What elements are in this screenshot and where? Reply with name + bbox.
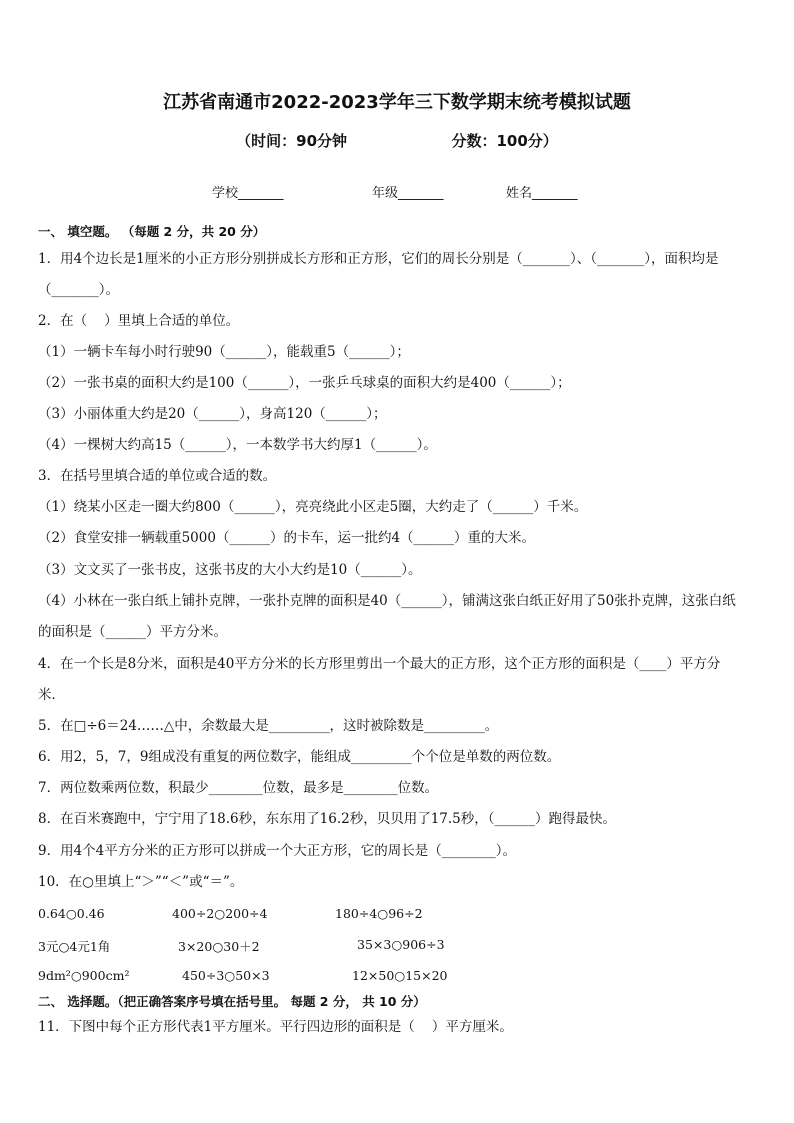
- question-2-part-2: （2）一张书桌的面积大约是100（______），一张乒乓球桌的面积大约是400（______）；: [38, 375, 571, 391]
- question-1-line-1: 1．用4个边长是1厘米的小正方形分别拼成长方形和正方形，它们的周长分别是（_______）、（_______），面积均是: [38, 251, 719, 267]
- question-2-stem: 2．在（ ）里填上合适的单位。: [38, 313, 240, 329]
- question-3-part-4-line-1: （4）小林在一张白纸上铺扑克牌，一张扑克牌的面积是40（______），铺满这张白纸正好用了50张扑克牌，这张白纸: [38, 593, 736, 609]
- question-9: 9．用4个4平方分米的正方形可以拼成一个大正方形，它的周长是（________）。: [38, 843, 517, 859]
- question-3-part-4-line-2: 的面积是（______）平方分米。: [38, 624, 227, 640]
- grade-field[interactable]: 年级_______: [372, 186, 444, 201]
- compare-item: 3元○4元1角: [38, 939, 111, 954]
- question-8: 8．在百米赛跑中，宁宁用了18.6秒，东东用了16.2秒，贝贝用了17.5秒，（______）跑得最快。: [38, 811, 617, 827]
- compare-item: 35×3○906÷3: [357, 937, 445, 952]
- question-5: 5．在□÷6＝24……△中，余数最大是_________，这时被除数是_________。: [38, 718, 499, 734]
- question-2-part-4: （4）一棵树大约高15（______），一本数学书大约厚1（______）。: [38, 437, 437, 453]
- compare-item: 12×50○15×20: [352, 968, 448, 983]
- question-4-line-2: 米．: [38, 687, 65, 703]
- school-field[interactable]: 学校_______: [212, 186, 284, 201]
- page-title: 江苏省南通市2022-2023学年三下数学期末统考模拟试题: [163, 92, 631, 113]
- question-2-part-3: （3）小丽体重大约是20（______），身高120（______）；: [38, 406, 387, 422]
- question-3-stem: 3．在括号里填合适的单位或合适的数。: [38, 468, 277, 484]
- section-heading-multiple-choice: 二、 选择题。（把正确答案序号填在括号里。 每题 2 分， 共 10 分）: [38, 994, 426, 1009]
- name-field[interactable]: 姓名_______: [506, 186, 578, 201]
- question-11: 11．下图中每个正方形代表1平方厘米。平行四边形的面积是（ ）平方厘米。: [38, 1019, 513, 1035]
- question-3-part-2: （2）食堂安排一辆载重5000（______）的卡车，运一批约4（______）重的大米。: [38, 530, 536, 546]
- question-1-line-2: （_______）。: [38, 282, 119, 298]
- question-4-line-1: 4．在一个长是8分米，面积是40平方分米的长方形里剪出一个最大的正方形，这个正方形的面积是（____）平方分: [38, 656, 721, 672]
- compare-item: 400÷2○200÷4: [172, 906, 268, 921]
- question-6: 6．用2，5，7，9组成没有重复的两位数字，能组成_________个个位是单数的两位数。: [38, 749, 561, 765]
- question-3-part-3: （3）文文买了一张书皮，这张书皮的大小大约是10（______）。: [38, 562, 422, 578]
- question-2-part-1: （1）一辆卡车每小时行驶90（______），能载重5（______）；: [38, 344, 410, 360]
- question-3-part-1: （1）绕某小区走一圈大约800（______），亮亮绕此小区走5圈，大约走了（______）千米。: [38, 499, 588, 515]
- compare-item: 0.64○0.46: [38, 906, 105, 921]
- section-heading-fill-blank: 一、 填空题。 （每题 2 分，共 20 分）: [38, 224, 266, 239]
- compare-item: 450÷3○50×3: [182, 968, 270, 983]
- question-10-stem: 10．在○里填上“＞”“＜”或“＝”。: [38, 874, 244, 890]
- exam-time-score: （时间：90分钟 分数：100分）: [236, 132, 558, 150]
- compare-item: 3×20○30＋2: [178, 939, 260, 954]
- compare-item: 180÷4○96÷2: [335, 906, 423, 921]
- question-7: 7．两位数乘两位数，积最少________位数，最多是________位数。: [38, 780, 439, 796]
- compare-item: 9dm²○900cm²: [38, 968, 130, 983]
